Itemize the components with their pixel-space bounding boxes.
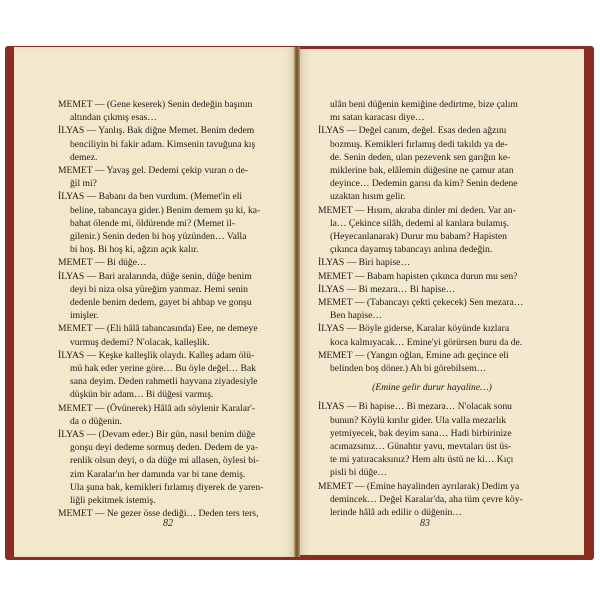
text-line: dedenle benim dedem, gayet bi ahbap ve gonşu <box>70 297 252 309</box>
text-line: çıkınca dayamış tabancayı anlına dedeğin. <box>330 244 493 256</box>
text-line: mü hak eder yerine göre… Bu öyle değel… Bak <box>70 363 256 375</box>
text-line: miklerine bak, elâlemin düğesine ne çamur atan <box>330 165 514 177</box>
text-line: İLYAS — Böyle giderse, Karalar köyünde kızlara <box>318 323 510 335</box>
text-line: ulân beni düğenin kemiğine dedirtme, bize çalım <box>330 99 518 110</box>
text-line: düşkün bir adam… Bi düğesi varmış. <box>70 389 214 401</box>
right-page-number: 83 <box>420 518 430 529</box>
text-line: MEMET — (Yangın oğlan, Emine adı geçince eli <box>318 349 509 361</box>
text-line: da o düğenin. <box>70 415 122 427</box>
text-line: MEMET — (Gene keserek) Senin dedeğin başının <box>58 99 253 110</box>
text-line: zim Karalar'ın her damında var bi tane demiş. <box>70 468 246 480</box>
text-line: bunun? Köylü kırılır gider. Ula valla mezarlık <box>330 414 507 426</box>
text-line: bozmuş. Kemikleri fırlamış dedi takıldı ya de- <box>330 138 508 150</box>
text-line: demez. <box>70 151 98 163</box>
text-line: MEMET — Bi düğe… <box>58 257 147 269</box>
text-line: altından çıkmış esas… <box>70 112 157 124</box>
text-line: MEMET — Ne gezer össe dediği… Deden ters ters, <box>58 508 259 520</box>
text-line: imişler. <box>70 310 99 322</box>
text-line: yetmiyecek, bak deyim sana… Hadi birbirinize <box>330 427 512 439</box>
text-line: acımazsınız… Günahtır yavu, mevtaları üst üs- <box>330 441 512 453</box>
text-line: İLYAS — Bi hapise… Bi mezara… N'olacak sonu <box>318 401 512 413</box>
text-line: sana deyim. Deden rahmetli hayvana ziyadesiyle <box>70 376 258 388</box>
text-line: İLYAS — Yanlış. Bak diğne Memet. Benim dedem <box>58 125 255 137</box>
text-line: MEMET — Hısım, akraba dinler mi deden. Var an- <box>318 204 516 216</box>
text-line: koca kalmıyacak… Emine'yi görürsen buru da de. <box>330 336 523 348</box>
text-line: İLYAS — Değel canım, değel. Esas deden ağzını <box>318 125 507 137</box>
text-line: renlik olsun deyi, o da düğe mi allasen, öylesi bi- <box>70 455 259 467</box>
left-page-text <box>58 98 283 521</box>
text-line: Ben hapise… <box>330 310 382 322</box>
text-line: bi hoş. Bi hoş ki, ağzın açık kalır. <box>70 244 199 256</box>
text-line: mı satan karacası diye… <box>330 112 425 124</box>
text-line: İLYAS — (Devam eder.) Bir gün, nasıl benim düğe <box>58 429 256 441</box>
book-gutter <box>294 47 300 557</box>
text-line: gilenir.) Senin deden bi hoş yüzünden… Valla <box>70 231 247 243</box>
text-line: de. Senin deden, ulan pezevenk sen garığın ke- <box>330 151 511 163</box>
text-line: gonşu deyi dedeme sormuş deden. Dedem de ya- <box>70 442 259 454</box>
text-line: lerinde hâlâ adı edilir o düğenin… <box>330 507 462 519</box>
text-line: Ula şuna bak, kemikleri fırlamış diyerek de yaren- <box>70 481 264 493</box>
text-line: benciliyin bi fakir adam. Kimsenin tavuğuna kış <box>70 138 256 150</box>
text-line: deyince… Dedemin garısı da kim? Senin dedene <box>330 178 518 190</box>
text-line: İLYAS — Bari aralarında, düğe senin, düğe benim <box>58 270 252 282</box>
text-line: (Heyecanlanarak) Durur mu babam? Hapisten <box>330 231 507 243</box>
right-page-text <box>318 98 546 519</box>
text-line: uzaktan hısım gelir. <box>330 191 406 203</box>
text-line: deyi bi niza olsa yüreğim yanmaz. Hemi senin <box>70 283 248 295</box>
text-line: liğli pekitmek istemiş. <box>70 495 156 507</box>
text-line: beline, tabancaya gider.) Benim demem şu ki, ka- <box>70 204 261 216</box>
text-line: belinden boş döner.) Ah bi görebilsem… <box>330 363 487 375</box>
text-line: İLYAS — Keşke kalleşlik olaydı. Kalleş adam ölü- <box>58 349 255 361</box>
left-page-number: 82 <box>163 518 173 529</box>
text-line: MEMET — (Eli hâlâ tabancasında) Eee, ne demeye <box>58 323 258 335</box>
text-line: vurmuş dedemi? N'olacak, kalleşlik. <box>70 336 210 348</box>
text-line: MEMET — Babam hapisten çıkınca durun mu sen? <box>318 270 518 282</box>
text-line: demincek… Değel Karalar'da, aha tüm çevre köy- <box>330 493 523 505</box>
text-line: la… Çekince silâh, dedemi al kanlara bulamış. <box>330 217 510 229</box>
text-line: (Emine gelir durur hayaline…) <box>372 382 492 394</box>
text-line: İLYAS — Biri hapise… <box>318 257 411 269</box>
text-line: MEMET — (Emine hayalinden ayrılarak) Dedim ya <box>318 480 520 492</box>
text-line: MEMET — (Övünerek) Hâlâ adı söylenir Karalar'- <box>58 402 256 414</box>
text-line: te mi yatıracaksınız? Hem altı üstü ne ki… Kıçı <box>330 454 514 466</box>
text-line: bahat ölende mi, öldürende mi? (Memet il- <box>70 217 235 229</box>
text-line: pisli bi düğe… <box>330 467 388 479</box>
text-line: MEMET — Yavaş gel. Dedemi çekip vuran o de- <box>58 165 249 177</box>
text-line: MEMET — (Tabancayı çekti çekecek) Sen mezara… <box>318 297 524 309</box>
text-line: İLYAS — Babanı da ben vurdum. (Memet'in eli <box>58 191 243 203</box>
text-line: İLYAS — Bi mezara… Bi hapise… <box>318 283 456 295</box>
text-line: ğil mi? <box>70 178 97 190</box>
